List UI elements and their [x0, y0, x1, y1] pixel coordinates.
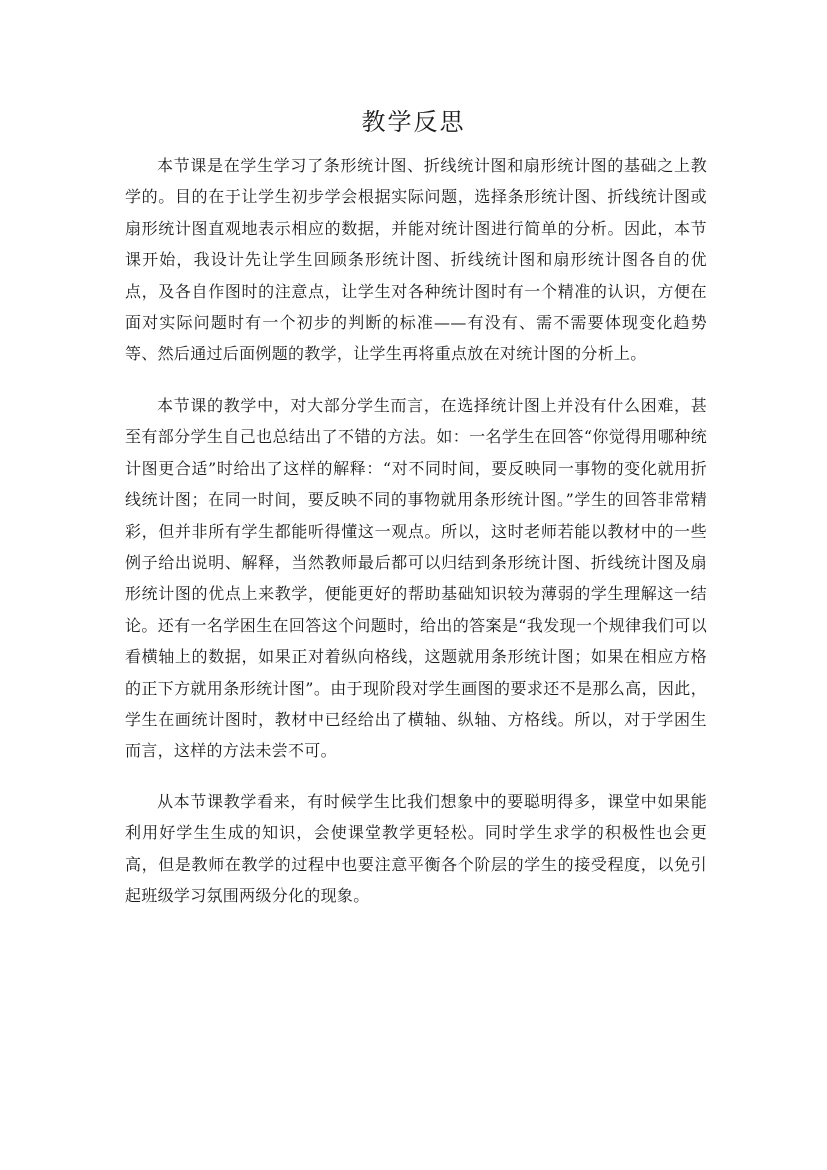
- paragraph-1: 本节课是在学生学习了条形统计图、折线统计图和扇形统计图的基础之上教学的。目的在于让学生初步学会根据实际问题，选择条形统计图、折线统计图或扇形统计图直观地表示相应的数据，并能对统计图进行简单的分析。因此，本节课开始，我设计先让学生回顾条形统计图、折线统计图和扇形统计图各自的优点，及各自作图时的注意点，让学生对各种统计图时有一个精准的认识，方便在面对实际问题时有一个初步的判断的标准——有没有、需不需要体现变化趋势等、然后通过后面例题的教学，让学生再将重点放在对统计图的分析上。: [125, 156, 707, 364]
- page-title: 教学反思: [361, 108, 466, 136]
- paragraph-2: 本节课的教学中，对大部分学生而言，在选择统计图上并没有什么困难，甚至有部分学生自己也总结出了不错的方法。如：一名学生在回答“你觉得用哪种统计图更合适”时给出了这样的解释：“对不同时间，要反映同一事物的变化就用折线统计图；在同一时间，要反映不同的事物就用条形统计图。”学生的回答非常精彩，但并非所有学生都能听得懂这一观点。所以，这时老师若能以教材中的一些例子给出说明、解释，当然教师最后都可以归结到条形统计图、折线统计图及扇形统计图的优点上来教学，便能更好的帮助基础知识较为薄弱的学生理解这一结论。还有一名学困生在回答这个问题时，给出的答案是“我发现一个规律我们可以看横轴上的数据，如果正对着纵向格线，这题就用条形统计图；如果在相应方格的正下方就用条形统计图”。由于现阶段对学生画图的要求还不是那么高，因此，学生在画统计图时，教材中已经给出了横轴、纵轴、方格线。所以，对于学困生而言，这样的方法未尝不可。: [125, 396, 707, 761]
- paragraph-3: 从本节课教学看来，有时候学生比我们想象中的要聪明得多，课堂中如果能利用好学生生成的知识，会使课堂教学更轻松。同时学生求学的积极性也会更高，但是教师在教学的过程中也要注意平衡各个阶层的学生的接受程度，以免引起班级学习氛围两级分化的现象。: [125, 792, 707, 906]
